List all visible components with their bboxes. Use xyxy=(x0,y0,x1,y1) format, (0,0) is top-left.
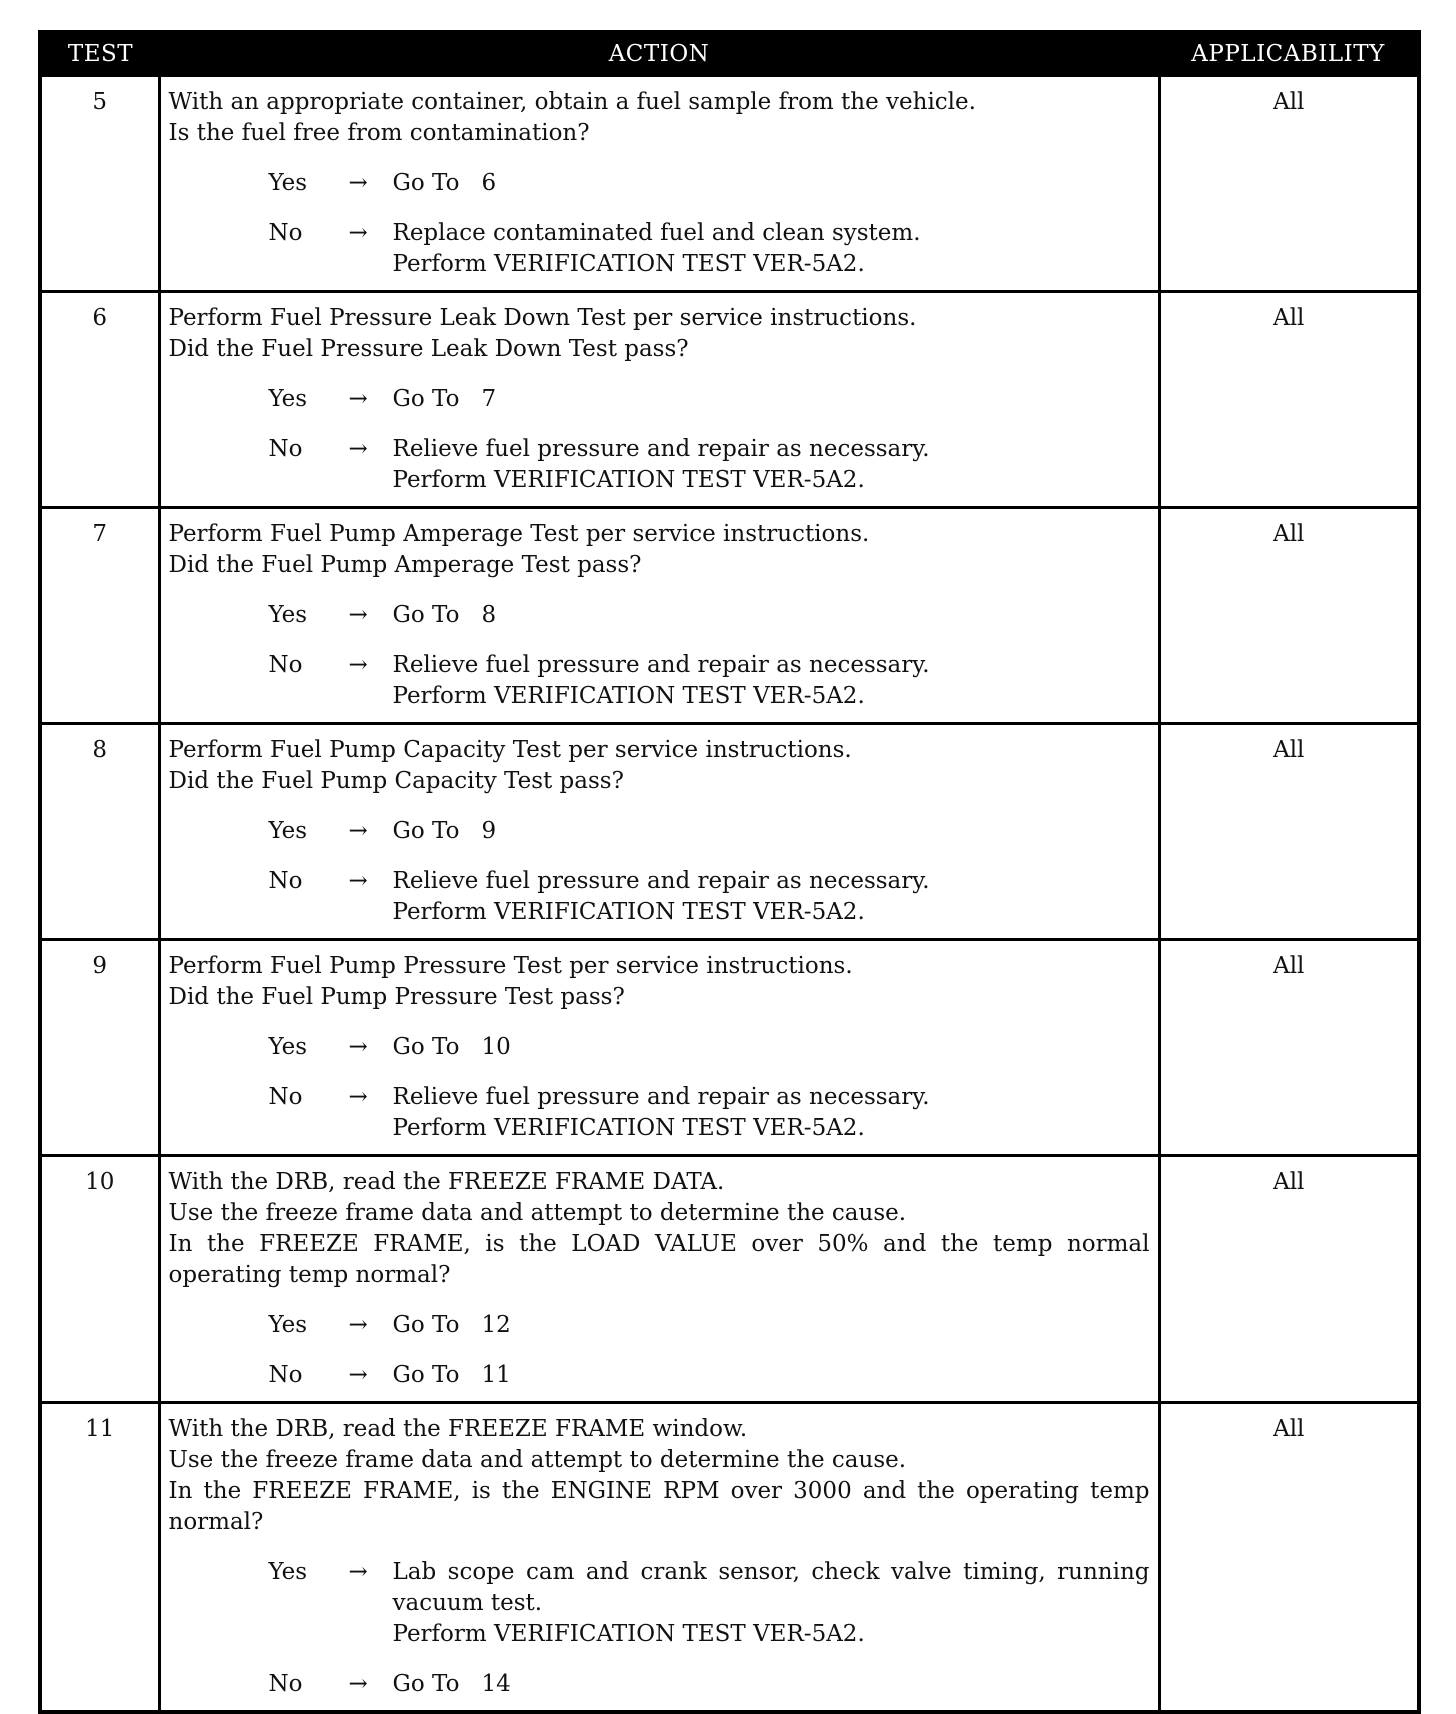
action-cell xyxy=(159,76,1159,292)
action-line: Use the freeze frame data and attempt to determine the cause. xyxy=(168,1200,907,1226)
yes-answer xyxy=(169,816,1150,847)
no-label: No xyxy=(268,436,303,462)
no-result xyxy=(393,866,1150,928)
arrow-icon: → xyxy=(348,652,368,678)
yes-answer xyxy=(169,600,1150,631)
arrow-icon: → xyxy=(348,1034,368,1060)
no-result xyxy=(393,434,1150,496)
table-row xyxy=(40,76,1419,292)
test-number: 8 xyxy=(40,724,159,940)
goto-text: Go To xyxy=(392,1034,460,1060)
goto-test-number: 8 xyxy=(481,602,497,628)
applicability-cell: All xyxy=(1159,940,1419,1156)
action-line: Perform Fuel Pump Pressure Test per service instructions. xyxy=(168,953,853,979)
arrow-icon: → xyxy=(348,818,368,844)
action-line: Use the freeze frame data and attempt to determine the cause. xyxy=(168,1447,907,1473)
arrow-icon: → xyxy=(348,1559,368,1585)
test-number: 11 xyxy=(40,1403,159,1713)
diagnostic-table-page xyxy=(38,30,1417,1714)
no-label: No xyxy=(268,1084,303,1110)
arrow-icon: → xyxy=(348,1362,368,1388)
goto-test-number: 7 xyxy=(481,386,497,412)
action-line: Perform Fuel Pressure Leak Down Test per service instructions. xyxy=(168,305,917,331)
action-cell xyxy=(159,724,1159,940)
arrow-icon: → xyxy=(348,1084,368,1110)
goto-test-number: 11 xyxy=(481,1362,511,1388)
table-row xyxy=(40,292,1419,508)
applicability-cell: All xyxy=(1159,724,1419,940)
goto-text: Go To xyxy=(392,1312,460,1338)
action-line: Perform Fuel Pump Amperage Test per service instructions. xyxy=(168,521,870,547)
applicability-cell: All xyxy=(1159,292,1419,508)
action-line: With the DRB, read the FREEZE FRAME DATA. xyxy=(168,1169,725,1195)
yes-result xyxy=(393,816,1150,847)
action-cell xyxy=(159,1156,1159,1403)
no-result xyxy=(393,218,1150,280)
yes-result xyxy=(393,168,1150,199)
result-line: Relieve fuel pressure and repair as necessary. xyxy=(392,652,930,678)
yes-label: Yes xyxy=(268,602,308,628)
yes-answer xyxy=(169,168,1150,199)
arrow-icon: → xyxy=(348,436,368,462)
yes-answer xyxy=(169,1557,1150,1650)
yes-result xyxy=(393,600,1150,631)
no-label: No xyxy=(268,1362,303,1388)
action-line: With an appropriate container, obtain a fuel sample from the vehicle. xyxy=(168,89,976,115)
no-answer xyxy=(169,1360,1150,1391)
yes-result xyxy=(393,1310,1150,1341)
result-line: Perform VERIFICATION TEST VER-5A2. xyxy=(392,899,865,925)
result-line: Relieve fuel pressure and repair as necessary. xyxy=(392,868,930,894)
yes-label: Yes xyxy=(268,1312,308,1338)
goto-test-number: 6 xyxy=(481,170,497,196)
result-line: Relieve fuel pressure and repair as necessary. xyxy=(392,436,930,462)
arrow-icon: → xyxy=(348,868,368,894)
result-line: Lab scope cam and crank sensor, check valve timing, running vacuum test. xyxy=(392,1559,1150,1616)
test-number: 7 xyxy=(40,508,159,724)
applicability-cell: All xyxy=(1159,1156,1419,1403)
test-number: 6 xyxy=(40,292,159,508)
goto-text: Go To xyxy=(392,1362,460,1388)
arrow-icon: → xyxy=(348,1312,368,1338)
no-result xyxy=(393,650,1150,712)
no-answer xyxy=(169,1669,1150,1700)
table-row xyxy=(40,1403,1419,1713)
goto-text: Go To xyxy=(392,602,460,628)
action-cell xyxy=(159,292,1159,508)
table-row xyxy=(40,508,1419,724)
goto-test-number: 12 xyxy=(481,1312,511,1338)
applicability-cell: All xyxy=(1159,508,1419,724)
no-label: No xyxy=(268,220,303,246)
result-line: Perform VERIFICATION TEST VER-5A2. xyxy=(392,1621,865,1647)
action-line: Perform Fuel Pump Capacity Test per service instructions. xyxy=(168,737,852,763)
yes-label: Yes xyxy=(268,818,308,844)
no-result xyxy=(393,1360,1150,1391)
test-number: 9 xyxy=(40,940,159,1156)
yes-result xyxy=(393,1032,1150,1063)
arrow-icon: → xyxy=(348,220,368,246)
no-label: No xyxy=(268,652,303,678)
action-line: Is the fuel free from contamination? xyxy=(168,120,590,146)
header-action: ACTION xyxy=(159,32,1159,76)
action-line: Did the Fuel Pump Amperage Test pass? xyxy=(168,552,642,578)
action-cell xyxy=(159,508,1159,724)
no-label: No xyxy=(268,868,303,894)
table-row xyxy=(40,724,1419,940)
diagnostic-test-table xyxy=(38,30,1421,1714)
applicability-cell: All xyxy=(1159,1403,1419,1713)
action-cell xyxy=(159,1403,1159,1713)
applicability-cell: All xyxy=(1159,76,1419,292)
result-line: Perform VERIFICATION TEST VER-5A2. xyxy=(392,467,865,493)
action-line: In the FREEZE FRAME, is the LOAD VALUE over 50% and the temp normal operating temp normal? xyxy=(168,1231,1150,1288)
action-line: Did the Fuel Pump Pressure Test pass? xyxy=(168,984,625,1010)
no-answer xyxy=(169,650,1150,712)
yes-answer xyxy=(169,1032,1150,1063)
goto-text: Go To xyxy=(392,170,460,196)
no-answer xyxy=(169,1082,1150,1144)
yes-answer xyxy=(169,1310,1150,1341)
table-row xyxy=(40,1156,1419,1403)
yes-answer xyxy=(169,384,1150,415)
no-answer xyxy=(169,434,1150,496)
header-applicability: APPLICABILITY xyxy=(1159,32,1419,76)
goto-text: Go To xyxy=(392,386,460,412)
table-header-row xyxy=(40,32,1419,76)
result-line: Perform VERIFICATION TEST VER-5A2. xyxy=(392,251,865,277)
goto-test-number: 9 xyxy=(481,818,497,844)
no-result xyxy=(393,1082,1150,1144)
action-cell xyxy=(159,940,1159,1156)
goto-test-number: 10 xyxy=(481,1034,511,1060)
action-line: Did the Fuel Pump Capacity Test pass? xyxy=(168,768,624,794)
result-line: Perform VERIFICATION TEST VER-5A2. xyxy=(392,1115,865,1141)
table-row xyxy=(40,940,1419,1156)
no-answer xyxy=(169,218,1150,280)
yes-label: Yes xyxy=(268,386,308,412)
arrow-icon: → xyxy=(348,1671,368,1697)
yes-result xyxy=(393,1557,1150,1650)
no-label: No xyxy=(268,1671,303,1697)
action-line: With the DRB, read the FREEZE FRAME window. xyxy=(168,1416,748,1442)
no-result xyxy=(393,1669,1150,1700)
yes-label: Yes xyxy=(268,1034,308,1060)
yes-label: Yes xyxy=(268,170,308,196)
arrow-icon: → xyxy=(348,386,368,412)
test-number: 5 xyxy=(40,76,159,292)
header-test: TEST xyxy=(40,32,159,76)
test-number: 10 xyxy=(40,1156,159,1403)
yes-result xyxy=(393,384,1150,415)
result-line: Relieve fuel pressure and repair as necessary. xyxy=(392,1084,930,1110)
arrow-icon: → xyxy=(348,602,368,628)
yes-label: Yes xyxy=(268,1559,308,1585)
goto-text: Go To xyxy=(392,1671,460,1697)
result-line: Perform VERIFICATION TEST VER-5A2. xyxy=(392,683,865,709)
no-answer xyxy=(169,866,1150,928)
goto-text: Go To xyxy=(392,818,460,844)
goto-test-number: 14 xyxy=(481,1671,511,1697)
result-line: Replace contaminated fuel and clean system. xyxy=(392,220,921,246)
action-line: In the FREEZE FRAME, is the ENGINE RPM over 3000 and the operating temp normal? xyxy=(168,1478,1150,1535)
arrow-icon: → xyxy=(348,170,368,196)
action-line: Did the Fuel Pressure Leak Down Test pass? xyxy=(168,336,689,362)
